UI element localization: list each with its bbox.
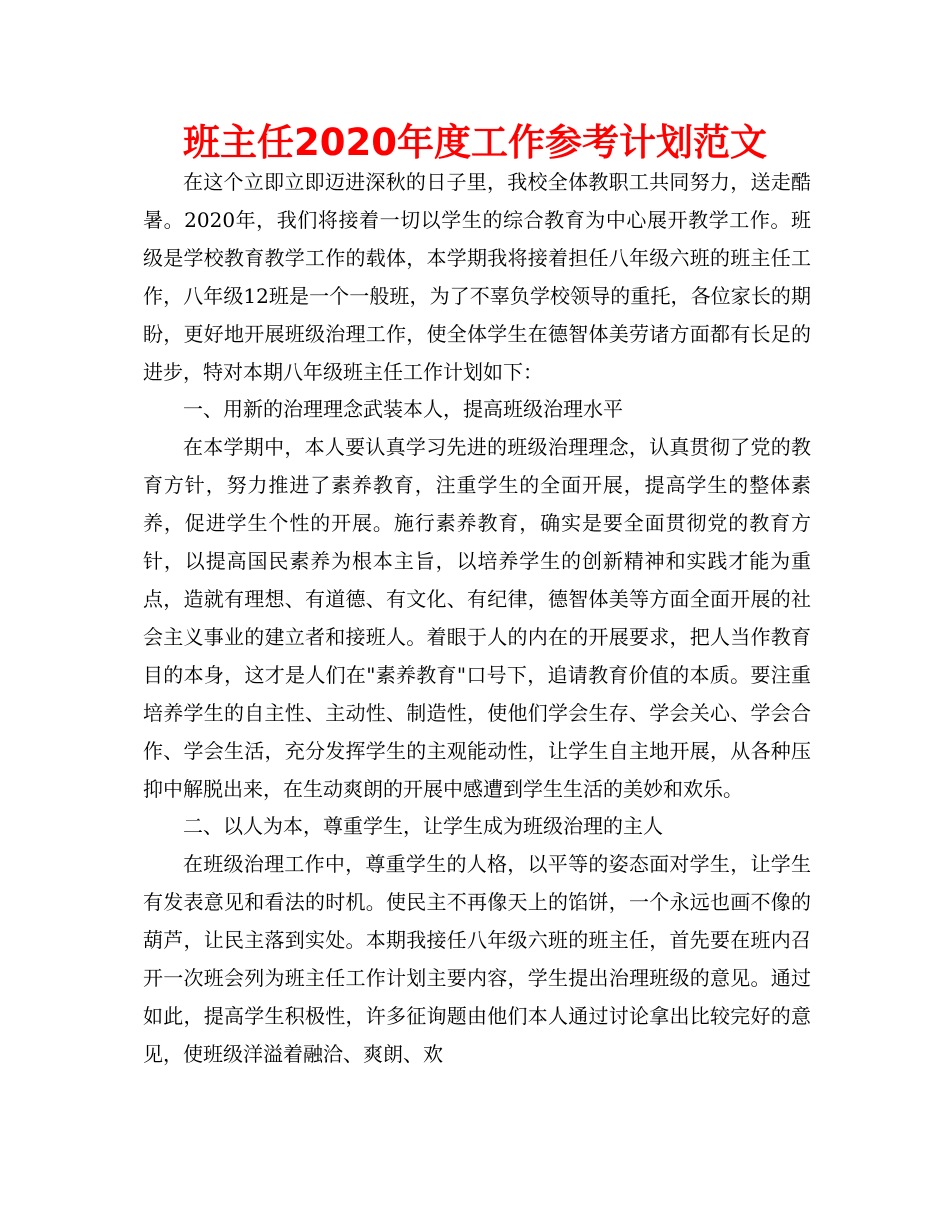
section-heading-2: 二、以人为本，尊重学生，让学生成为班级治理的主人: [183, 814, 663, 839]
paragraph-section-1: 在本学期中，本人要认真学习先进的班级治理理念，认真贯彻了党的教育方针，努力推进了素养教育，注重学生的全面开展，提高学生的整体素养，促进学生个性的开展。施行素养教育，确实是要全面贯彻党的教育方针，以提高国民素养为根本主旨，以培养学生的创新精神和实践才能为重点，造就有理想、有道德、有文化、有纪律，德智体美等方面全面开展的社会主义事业的建立者和接班人。着眼于人的内在的开展要求，把人当作教育目的本身，这才是人们在"素养教育"口号下，追请教育价值的本质。要注重培养学生的自主性、主动性、制造性，使他们学会生存、学会关心、学会合作、学会生活，充分发挥学生的主观能动性，让学生自主地开展，从各种压抑中解脱出来，在生动爽朗的开展中感遭到学生生活的美妙和欢乐。: [143, 435, 811, 801]
document-title: 班主任2020年度工作参考计划范文: [183, 121, 767, 164]
paragraph-section-2: 在班级治理工作中，尊重学生的人格，以平等的姿态面对学生，让学生有发表意见和看法的时机。使民主不再像天上的馅饼，一个永远也画不像的葫芦，让民主落到实处。本期我接任八年级六班的班主任，首先要在班内召开一次班会列为班主任工作计划主要内容，学生提出治理班级的意见。通过如此，提高学生积极性，许多征询题由他们本人通过讨论拿出比较完好的意见，使班级洋溢着融洽、爽朗、欢: [143, 852, 811, 1066]
section-heading-1: 一、用新的治理理念武装本人，提高班级治理水平: [183, 397, 623, 422]
paragraph-intro: 在这个立即立即迈进深秋的日子里，我校全体教职工共同努力，送走酷暑。2020年，我们将接着一切以学生的综合教育为中心展开教学工作。班级是学校教育教学工作的载体，本学期我将接着担任八年级六班的班主任工作，八年级12班是一个一般班，为了不辜负学校领导的重托，各位家长的期盼，更好地开展班级治理工作，使全体学生在德智体美劳诸方面都有长足的进步，特对本期八年级班主任工作计划如下：: [143, 170, 811, 384]
document-body: [143, 164, 811, 1074]
